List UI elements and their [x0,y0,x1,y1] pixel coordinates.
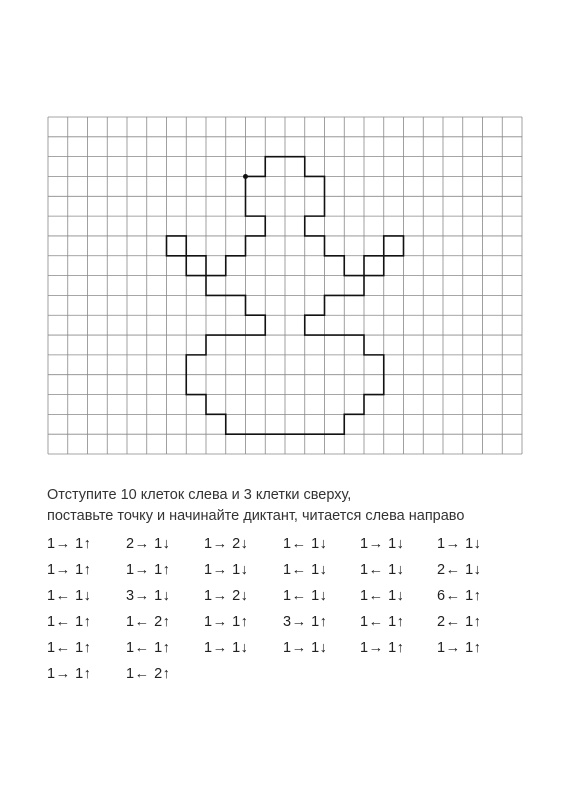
dictation-command: 3→ 1↓ [126,588,171,604]
dictation-grid [47,116,524,456]
start-dot [243,174,248,179]
dictation-command: 1→ 1↓ [204,640,249,656]
dictation-command: 1→ 1↑ [126,562,171,578]
instruction-line-2: поставьте точку и начинайте диктант, читается слева направо [47,508,465,524]
dictation-command: 1← 1↑ [47,640,92,656]
dictation-command: 1→ 1↑ [437,640,482,656]
dictation-command: 6← 1↑ [437,588,482,604]
dictation-command: 3→ 1↑ [283,614,328,630]
instruction-line-1: Отступите 10 клеток слева и 3 клетки сверху, [47,487,352,503]
dictation-command: 1→ 1↑ [47,536,92,552]
dictation-command: 1← 1↓ [47,588,92,604]
dictation-command: 1← 1↓ [360,562,405,578]
dictation-command: 2→ 1↓ [126,536,171,552]
dictation-command: 1→ 1↑ [47,562,92,578]
dictation-command: 1→ 1↑ [204,614,249,630]
dictation-command: 1→ 1↓ [204,562,249,578]
dictation-command: 1→ 2↓ [204,588,249,604]
dictation-command: 1← 1↑ [47,614,92,630]
dictation-command: 2← 1↑ [437,614,482,630]
dictation-command: 1→ 1↑ [360,640,405,656]
dictation-command: 1→ 1↑ [47,666,92,682]
dictation-command: 1← 1↓ [283,588,328,604]
dictation-command: 1← 1↓ [360,588,405,604]
dictation-command: 1← 1↑ [360,614,405,630]
dictation-command: 1← 2↑ [126,614,171,630]
dictation-command: 1← 1↓ [283,562,328,578]
dictation-command: 1← 1↑ [126,640,171,656]
dictation-command: 2← 1↓ [437,562,482,578]
dictation-command: 1→ 2↓ [204,536,249,552]
dictation-command: 1→ 1↓ [437,536,482,552]
dictation-command: 1← 1↓ [283,536,328,552]
dictation-command: 1→ 1↓ [360,536,405,552]
dictation-command: 1→ 1↓ [283,640,328,656]
dictation-command: 1← 2↑ [126,666,171,682]
